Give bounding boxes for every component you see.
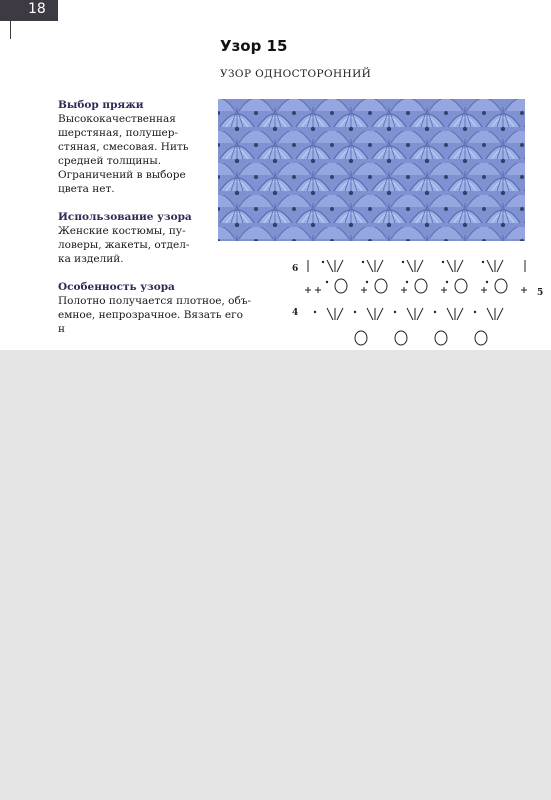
section-line: средней толщины. [58,155,162,167]
section-line: шерстяная, полушер- [58,127,178,139]
pattern-title: Узор 15 [220,37,288,55]
section-line: стяная, смесовая. Нить [58,141,189,153]
crochet-chart [285,256,545,350]
section-line: цвета нет. [58,183,115,195]
section-heading: Особенность узора [58,281,175,293]
section-line: Полотно получается плотное, объ- [58,295,252,307]
row-number: 4 [292,308,299,318]
book-page [0,0,551,350]
row-number: 6 [292,264,299,274]
section-feature [58,280,273,336]
section-usage [58,210,208,266]
pattern-subtitle: УЗОР ОДНОСТОРОННИЙ [220,68,372,80]
chart-symbols [303,256,551,350]
section-yarn [58,98,208,196]
section-line: емное, непрозрачное. Вязать его [58,309,243,321]
section-heading: Использование узора [58,211,192,223]
section-line: Женские костюмы, пу- [58,225,186,237]
row-number: 5 [537,288,544,298]
knit-swatch-photo [218,99,525,241]
section-heading: Выбор пряжи [58,99,144,111]
page-number: 18 [28,1,46,17]
margin-line [10,21,11,39]
section-line: ка изделий. [58,253,124,265]
section-line: Ограничений в выборе [58,169,186,181]
section-line: н [58,323,65,335]
section-line: Высококачественная [58,113,176,125]
swatch-texture [218,99,525,241]
section-line: ловеры, жакеты, отдел- [58,239,190,251]
page-number-tab [0,0,58,21]
description-column [58,98,252,350]
